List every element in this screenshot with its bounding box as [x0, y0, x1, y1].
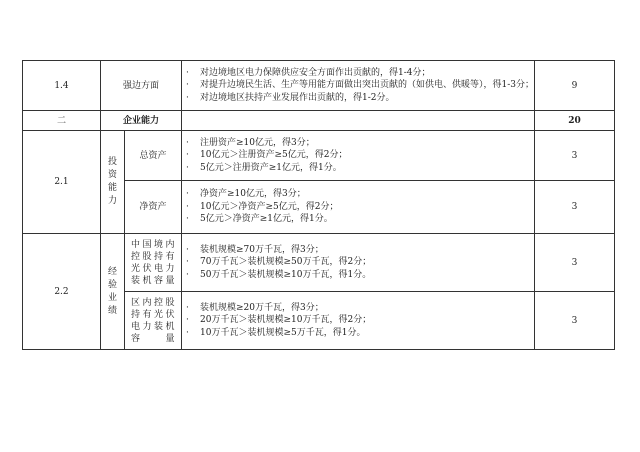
- table-row-1-4: [23, 61, 615, 111]
- criteria-line: · 净资产≥10亿元，得3分；: [186, 189, 306, 200]
- criteria-cell: [182, 181, 535, 234]
- sub-item-name: 区内控股持有光伏电力装机容量: [125, 292, 182, 350]
- criteria-line: · 10亿元＞注册资产≥5亿元，得2分；: [186, 150, 348, 161]
- criteria-line: · 5亿元＞净资产≥1亿元，得1分。: [186, 214, 333, 225]
- criteria-line: · 装机规模≥70万千瓦，得3分；: [186, 244, 324, 255]
- table-row-2-1a: [23, 131, 615, 181]
- scoring-table: [22, 60, 615, 350]
- points-cell: 3: [535, 181, 615, 234]
- empty-cell: [182, 111, 535, 131]
- item-number: 2.1: [23, 131, 101, 234]
- criteria-line: · 10亿元＞净资产≥5亿元，得2分；: [186, 201, 339, 212]
- points-cell: 3: [535, 234, 615, 292]
- criteria-line: · 5亿元＞注册资产≥1亿元，得1分。: [186, 162, 342, 173]
- item-number: 2.2: [23, 234, 101, 350]
- criteria-line: · 50万千瓦＞装机规模≥10万千瓦，得1分。: [186, 269, 372, 280]
- criteria-cell: [182, 131, 535, 181]
- sub-item-name: 净资产: [125, 181, 182, 234]
- category-cell: 经验业绩: [101, 234, 125, 350]
- section-header-row: [23, 111, 615, 131]
- section-number: 二: [23, 111, 101, 131]
- criteria-cell: [182, 234, 535, 292]
- sub-item-name: 中国境内控股持有光伏电力装机容量: [125, 234, 182, 292]
- points-cell: 9: [535, 61, 615, 111]
- points-cell: 3: [535, 292, 615, 350]
- criteria-line: · 10万千瓦＞装机规模≥5万千瓦，得1分。: [186, 327, 366, 338]
- criteria-line: · 70万千瓦＞装机规模≥50万千瓦，得2分；: [186, 257, 372, 268]
- points-cell: 3: [535, 131, 615, 181]
- criteria-cell: [182, 61, 535, 111]
- section-title: 企业能力: [101, 111, 182, 131]
- criteria-line: · 对提升边境民生活、生产等用能方面做出突出贡献的（如供电、供暖等），得1-3分；: [186, 80, 535, 91]
- criteria-line: · 对边境地区扶持产业发展作出贡献的，得1-2分。: [186, 92, 395, 103]
- item-number: 1.4: [23, 61, 101, 111]
- criteria-cell: [182, 292, 535, 350]
- criteria-line: · 20万千瓦＞装机规模≥10万千瓦，得2分；: [186, 315, 372, 326]
- sub-item-name: 总资产: [125, 131, 182, 181]
- criteria-line: · 对边境地区电力保障供应安全方面作出贡献的，得1-4分；: [186, 67, 431, 78]
- section-points: 20: [535, 111, 615, 131]
- criteria-line: · 装机规模≥20万千瓦，得3分；: [186, 302, 324, 313]
- criteria-line: · 注册资产≥10亿元，得3分；: [186, 137, 315, 148]
- table-row-2-2a: [23, 234, 615, 292]
- category-cell: 投资能力: [101, 131, 125, 234]
- item-name: 强边方面: [101, 61, 182, 111]
